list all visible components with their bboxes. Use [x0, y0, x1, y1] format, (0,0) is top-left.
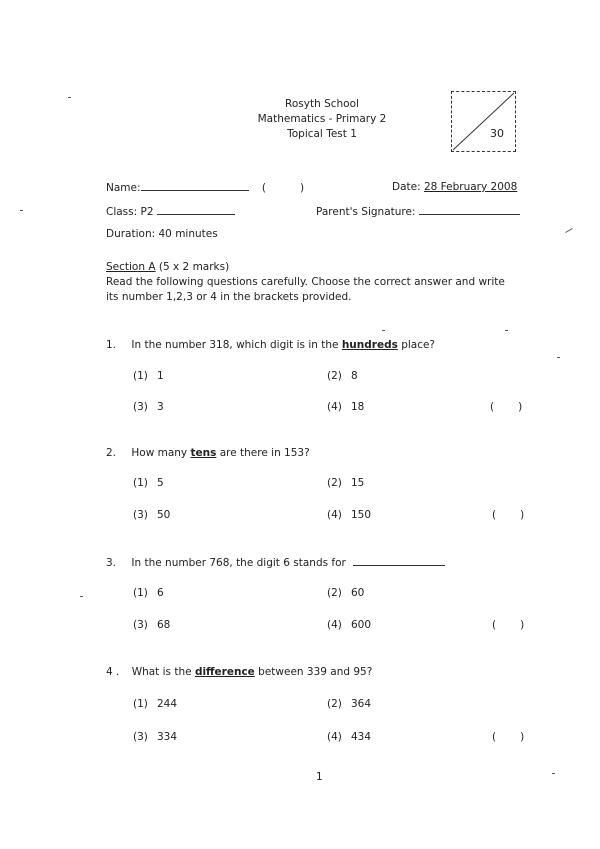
option-label: (4) — [327, 401, 342, 413]
question-2 — [106, 447, 310, 459]
option-label: (1) — [133, 698, 148, 710]
date-line — [392, 181, 517, 193]
option-label: (4) — [327, 509, 342, 521]
section-title: Section A — [106, 261, 156, 273]
score-box — [451, 91, 516, 152]
q2-option-4[interactable] — [327, 509, 371, 521]
question-number: 4 . — [106, 666, 120, 678]
q3-option-1[interactable] — [133, 587, 164, 599]
question-3 — [106, 556, 445, 569]
class-label: Class: P2 — [106, 206, 154, 218]
option-value: 3 — [157, 401, 164, 413]
test-title: Topical Test 1 — [287, 128, 357, 140]
register-paren-open: ( — [261, 182, 266, 194]
bracket-close: ) — [520, 619, 525, 631]
option-value: 5 — [157, 477, 164, 489]
bracket-open: ( — [492, 509, 497, 521]
option-value: 1 — [157, 370, 164, 382]
parent-signature-line — [316, 205, 520, 218]
question-text: What is the — [131, 666, 192, 678]
option-value: 434 — [351, 731, 372, 743]
option-label: (4) — [327, 731, 342, 743]
option-label: (4) — [327, 619, 342, 631]
option-value: 364 — [351, 698, 372, 710]
q1-option-4[interactable] — [327, 401, 364, 413]
score-box-diagonal — [452, 92, 515, 151]
bracket-open: ( — [492, 619, 497, 631]
q4-option-1[interactable] — [133, 698, 177, 710]
bracket-close: ) — [518, 401, 523, 413]
bracket-open: ( — [490, 401, 495, 413]
question-emphasis: tens — [190, 447, 217, 459]
duration-value: 40 minutes — [158, 228, 218, 240]
duration-label: Duration: — [106, 228, 156, 240]
option-value: 8 — [351, 370, 358, 382]
q3-option-3[interactable] — [133, 619, 170, 631]
school-name: Rosyth School — [285, 98, 359, 110]
question-number: 2. — [106, 447, 117, 459]
q3-option-2[interactable] — [327, 587, 364, 599]
option-label: (3) — [133, 731, 148, 743]
question-text: How many — [131, 447, 188, 459]
option-label: (2) — [327, 587, 342, 599]
scan-speck — [382, 330, 385, 331]
date-value: 28 February 2008 — [423, 181, 518, 193]
answer-bracket[interactable] — [492, 731, 524, 743]
q2-option-1[interactable] — [133, 477, 164, 489]
q4-option-2[interactable] — [327, 698, 371, 710]
page-number: 1 — [316, 771, 323, 783]
q4-option-3[interactable] — [133, 731, 177, 743]
scan-speck — [20, 210, 23, 211]
answer-blank[interactable] — [353, 556, 445, 566]
total-marks: 30 — [490, 127, 504, 140]
bracket-close: ) — [520, 731, 525, 743]
option-label: (3) — [133, 509, 148, 521]
question-text-end: between 339 and 95? — [258, 666, 373, 678]
scan-speck — [557, 357, 560, 358]
q4-option-4[interactable] — [327, 731, 371, 743]
subject-title: Mathematics - Primary 2 — [257, 113, 387, 125]
q2-option-3[interactable] — [133, 509, 170, 521]
name-blank[interactable] — [141, 181, 249, 191]
option-label: (3) — [133, 401, 148, 413]
question-emphasis: difference — [194, 666, 255, 678]
date-label: Date: — [392, 181, 421, 193]
option-value: 50 — [157, 509, 171, 521]
duration-line — [106, 228, 218, 240]
option-label: (1) — [133, 587, 148, 599]
scan-speck — [505, 330, 508, 331]
option-value: 15 — [351, 477, 365, 489]
name-label: Name: — [106, 182, 141, 194]
section-heading — [106, 261, 229, 273]
question-text-end: place? — [401, 339, 436, 351]
question-number: 1. — [106, 339, 117, 351]
instructions-line-2: its number 1,2,3 or 4 in the brackets provided. — [106, 291, 352, 303]
option-value: 600 — [351, 619, 372, 631]
scan-speck — [68, 97, 71, 98]
scan-speck — [552, 773, 555, 774]
q1-option-1[interactable] — [133, 370, 164, 382]
answer-bracket[interactable] — [492, 619, 524, 631]
q1-option-3[interactable] — [133, 401, 164, 413]
parent-signature-blank[interactable] — [419, 205, 520, 215]
option-value: 6 — [157, 587, 164, 599]
option-value: 244 — [157, 698, 178, 710]
option-value: 150 — [351, 509, 372, 521]
q2-option-2[interactable] — [327, 477, 364, 489]
class-blank[interactable] — [157, 205, 235, 215]
option-label: (2) — [327, 698, 342, 710]
scan-speck — [80, 596, 83, 597]
answer-bracket[interactable] — [492, 509, 524, 521]
question-text: In the number 768, the digit 6 stands for — [131, 557, 346, 569]
q3-option-4[interactable] — [327, 619, 371, 631]
option-value: 60 — [351, 587, 365, 599]
option-label: (2) — [327, 370, 342, 382]
q1-option-2[interactable] — [327, 370, 358, 382]
register-paren-close: ) — [299, 182, 305, 194]
section-marks: (5 x 2 marks) — [158, 261, 230, 273]
option-label: (1) — [133, 370, 148, 382]
option-value: 334 — [157, 731, 178, 743]
question-1 — [106, 339, 435, 351]
parent-signature-label: Parent's Signature: — [316, 206, 416, 218]
question-4 — [106, 666, 372, 678]
name-line — [106, 181, 304, 194]
option-label: (1) — [133, 477, 148, 489]
scan-speck — [565, 228, 572, 233]
option-value: 18 — [351, 401, 365, 413]
question-text: In the number 318, which digit is in the — [131, 339, 339, 351]
bracket-open: ( — [492, 731, 497, 743]
option-label: (3) — [133, 619, 148, 631]
question-emphasis: hundreds — [341, 339, 398, 351]
instructions-line-1: Read the following questions carefully. Choose the correct answer and write — [106, 276, 505, 288]
option-value: 68 — [157, 619, 171, 631]
answer-bracket[interactable] — [490, 401, 522, 413]
question-number: 3. — [106, 557, 117, 569]
class-line — [106, 205, 235, 218]
bracket-close: ) — [520, 509, 525, 521]
option-label: (2) — [327, 477, 342, 489]
question-text-end: are there in 153? — [219, 447, 310, 459]
